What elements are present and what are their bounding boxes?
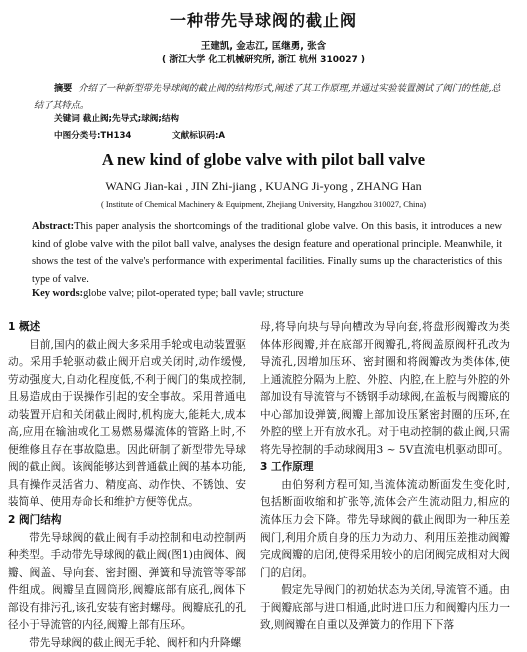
body-column-right (260, 319, 510, 635)
chinese-abstract-text: 介绍了一种新型带先导球阀的截止阀的结构形式,阐述了其工作原理,并通过实验装置测试了阀门的性能,总结了其特点。 (34, 83, 501, 111)
body-paragraph: 由伯努利方程可知,当流体流动断面发生变化时,包括断面收缩和扩张等,流体会产生流动阻力,相应的流体压力会下降。带先导球阀的截止阀即为一种压差阀门,利用介质自身的压力为动力、利用压差推动阀瓣完成阀瓣的启闭,使得采用较小的启闭阀完成相对大阀门的启闭。 (260, 478, 510, 579)
body-column-left (8, 319, 246, 652)
english-abstract-text: This paper analysis the shortcomings of the traditional globe valve. On this basis, it introduces a new kind of globe valve with the pilot ball valve, analyses the design feature and operational principle. Meanwhile, it shows the test of the valve's performance with experimental facilities. Finally sums up the characteristics of this type of valve. (32, 221, 502, 285)
section-heading: 1 概述 (8, 321, 41, 333)
chinese-authors: 王建凯, 金志江, 匡继勇, 张含 (200, 41, 327, 52)
body-paragraph: 带先导球阀的截止阀无手轮、阀杆和内升降螺 (29, 636, 242, 649)
english-abstract-label: Abstract: (32, 221, 75, 232)
section-heading: 3 工作原理 (260, 461, 314, 474)
classification-number: 中图分类号:TH134 (54, 131, 132, 141)
english-keywords-label: Key words: (32, 288, 84, 299)
chinese-title: 一种带先导球阀的截止阀 (169, 11, 357, 30)
body-paragraph: 带先导球阀的截止阀有手动控制和电动控制两种类型。手动带先导球阀的截止阀(图1)由阀体、阀瓣、阀盖、导向套、密封圈、弹簧和导流管等零部件组成。阀瓣呈直圆筒形,阀瓣底部有底孔,阀体下部设有排污孔,该孔安装有密封螺母。阀瓣底孔的孔径小于导流管的内径,阀瓣上部有压环。 (8, 531, 246, 632)
english-title: A new kind of globe valve with pilot ball valve (101, 150, 426, 169)
english-authors: WANG Jian-kai , JIN Zhi-jiang , KUANG Ji-yong , ZHANG Han (105, 179, 422, 193)
english-keywords (32, 288, 502, 299)
english-affiliation: ( Institute of Chemical Machinery & Equipment, Zhejiang University, Hangzhou 310027, China) (100, 200, 427, 209)
section-heading: 2 阀门结构 (8, 514, 62, 527)
body-paragraph: 母,将导向块与导向槽改为导向套,将盘形阀瓣改为类体体形阀瓣,并在底部开阀瓣孔,将阀盖原阀杆孔改为导流孔,因增加压环、密封圈和将阀瓣改为类体体,使上通流腔分隔为上腔、外腔、内腔,在上腔与外腔的外部加设有导流管与不锈钢手动球阀,在盖板与阀瓣底的中心部加设弹簧,阀瓣上部加设压紧密封圈的压环,在外腔的壁上开有放水孔。对于电动控制的截止阀,只需将先导控制的手动球阀用3 ~ 5V直流电机驱动即可。 (260, 321, 510, 456)
chinese-keywords: 关键词 截止阀;先导式;球阀;结构 (54, 114, 180, 124)
document-code: 文献标识码:A (172, 131, 226, 141)
chinese-abstract (34, 80, 504, 114)
english-keywords-text: globe valve; pilot-operated type; ball vavle; structure (83, 288, 304, 299)
english-abstract (32, 218, 502, 288)
body-paragraph: 假定先导阀门的初始状态为关闭,导流管不通。由于阀瓣底部与进口相通,此时进口压力和阀瓣内压力一致,则阀瓣在自重以及弹簧力的作用下下落 (260, 584, 510, 632)
body-paragraph: 目前,国内的截止阀大多采用手轮或电动装置驱动。采用手轮驱动截止阀开启或关闭时,动作缓慢,劳动强度大,自动化程度低,不利于阀门的集成控制,且易造成由于误操作引起的安全事故。采用普通电动装置开启和关闭截止阀时,机构庞大,能耗大,成本高,应用在输油或化工易燃易爆流体的管路上时,不便维修且存在事故隐患。因此研制了新型带先导球阀的截止阀。该阀能够达到普通截止阀的基本功能,具有操作灵活省力、精度高、动作快、不锈蚀、安装简单、使用寿命长和维护方便等优点。 (8, 338, 246, 509)
chinese-affiliation: ( 浙江大学 化工机械研究所, 浙江 杭州 310027 ) (161, 55, 366, 65)
chinese-abstract-label: 摘要 (54, 83, 73, 94)
chinese-classification-row (54, 129, 474, 141)
